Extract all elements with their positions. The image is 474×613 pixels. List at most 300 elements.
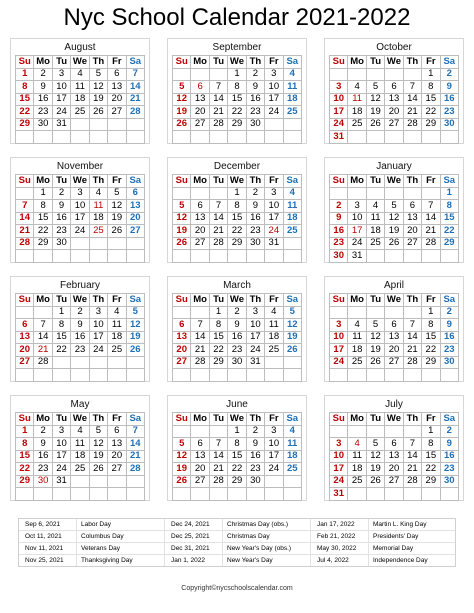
day-cell: 23	[440, 344, 458, 357]
holiday-list	[18, 518, 456, 567]
day-cell: 7	[209, 81, 227, 94]
day-header: Su	[16, 56, 34, 69]
day-header: Tu	[52, 56, 70, 69]
day-cell: 1	[440, 187, 458, 200]
day-cell	[108, 356, 126, 369]
day-cell: 7	[34, 319, 52, 332]
day-cell: 6	[191, 200, 209, 213]
day-cell	[126, 118, 144, 131]
day-cell: 26	[366, 475, 384, 488]
day-header: Th	[403, 56, 421, 69]
day-header: Mo	[348, 413, 366, 426]
month-table	[15, 55, 145, 144]
day-cell: 16	[34, 93, 52, 106]
day-cell: 11	[348, 331, 366, 344]
day-cell: 17	[330, 463, 348, 476]
day-cell: 25	[71, 463, 89, 476]
day-cell: 29	[209, 356, 227, 369]
day-cell: 3	[348, 200, 366, 213]
day-cell	[191, 369, 209, 382]
month-table	[329, 174, 459, 263]
day-cell: 23	[228, 344, 246, 357]
day-cell: 15	[422, 450, 440, 463]
day-cell: 6	[191, 438, 209, 451]
day-header: Sa	[283, 56, 301, 69]
day-cell	[366, 369, 384, 382]
day-cell: 18	[265, 331, 283, 344]
day-cell: 13	[385, 450, 403, 463]
month-january	[324, 157, 464, 263]
holiday-date: Jan 17, 2022	[311, 519, 369, 530]
holiday-row	[19, 519, 455, 531]
day-header: Fr	[108, 294, 126, 307]
day-cell: 22	[228, 463, 246, 476]
day-cell: 13	[108, 438, 126, 451]
day-cell: 22	[52, 344, 70, 357]
day-cell	[52, 250, 70, 263]
day-header: Th	[246, 56, 264, 69]
day-cell: 25	[283, 225, 301, 238]
day-header: Fr	[265, 56, 283, 69]
day-cell: 24	[246, 344, 264, 357]
day-cell: 5	[366, 438, 384, 451]
day-cell: 7	[209, 200, 227, 213]
day-cell: 2	[71, 306, 89, 319]
day-cell: 27	[385, 118, 403, 131]
day-cell: 30	[246, 475, 264, 488]
month-name: March	[223, 280, 251, 291]
day-cell	[330, 68, 348, 81]
day-cell	[440, 369, 458, 382]
day-cell: 9	[34, 438, 52, 451]
day-cell: 5	[283, 306, 301, 319]
day-cell	[283, 131, 301, 144]
day-cell: 22	[228, 225, 246, 238]
day-cell: 3	[330, 438, 348, 451]
day-cell: 16	[246, 93, 264, 106]
day-header: Th	[403, 175, 421, 188]
month-table	[329, 412, 459, 501]
day-cell: 7	[422, 200, 440, 213]
day-cell: 26	[173, 237, 191, 250]
day-cell	[209, 68, 227, 81]
day-cell: 14	[403, 331, 421, 344]
day-cell: 19	[173, 106, 191, 119]
day-cell: 2	[52, 187, 70, 200]
day-cell: 3	[265, 187, 283, 200]
day-cell: 16	[330, 225, 348, 238]
holiday-name: Labor Day	[77, 519, 165, 530]
day-cell: 5	[173, 81, 191, 94]
day-cell: 7	[126, 425, 144, 438]
day-header: Sa	[283, 175, 301, 188]
day-cell	[348, 68, 366, 81]
day-cell: 15	[228, 450, 246, 463]
day-cell: 10	[52, 81, 70, 94]
day-cell: 10	[265, 200, 283, 213]
day-cell: 3	[265, 425, 283, 438]
day-cell: 13	[403, 212, 421, 225]
day-cell: 11	[366, 212, 384, 225]
day-cell: 9	[440, 81, 458, 94]
day-cell: 29	[34, 237, 52, 250]
day-cell	[422, 369, 440, 382]
day-cell	[366, 131, 384, 144]
day-cell: 7	[403, 319, 421, 332]
day-cell: 7	[191, 319, 209, 332]
day-cell: 10	[330, 450, 348, 463]
day-header: Fr	[108, 413, 126, 426]
day-cell	[108, 250, 126, 263]
day-cell: 3	[52, 425, 70, 438]
day-cell: 10	[246, 319, 264, 332]
holiday-entry	[19, 519, 165, 530]
day-cell: 21	[422, 225, 440, 238]
month-table	[15, 293, 145, 382]
day-cell: 3	[71, 187, 89, 200]
day-cell	[191, 68, 209, 81]
day-cell	[34, 369, 52, 382]
month-table	[15, 174, 145, 263]
day-cell: 25	[265, 344, 283, 357]
day-cell: 8	[422, 438, 440, 451]
day-cell: 23	[246, 463, 264, 476]
day-cell: 28	[209, 237, 227, 250]
day-header: We	[385, 294, 403, 307]
day-cell: 23	[34, 463, 52, 476]
day-cell: 17	[52, 450, 70, 463]
holiday-date: Jan 1, 2022	[165, 555, 223, 566]
day-header: Th	[246, 413, 264, 426]
day-cell: 3	[246, 306, 264, 319]
day-cell: 15	[228, 93, 246, 106]
day-cell: 17	[52, 93, 70, 106]
day-cell: 9	[52, 200, 70, 213]
day-cell: 30	[34, 475, 52, 488]
day-cell: 29	[422, 475, 440, 488]
day-header: Th	[89, 413, 107, 426]
day-header: We	[71, 294, 89, 307]
day-cell	[366, 425, 384, 438]
day-cell: 24	[265, 106, 283, 119]
day-cell: 21	[403, 106, 421, 119]
day-cell	[366, 187, 384, 200]
day-cell: 18	[89, 212, 107, 225]
day-cell	[265, 356, 283, 369]
holiday-row	[19, 555, 455, 566]
day-cell: 21	[126, 93, 144, 106]
day-header: Mo	[191, 413, 209, 426]
day-cell: 19	[108, 212, 126, 225]
day-cell: 12	[108, 200, 126, 213]
day-cell	[330, 369, 348, 382]
day-cell: 29	[422, 118, 440, 131]
month-table	[172, 293, 302, 382]
day-cell: 24	[348, 237, 366, 250]
day-cell	[89, 369, 107, 382]
day-cell: 2	[440, 425, 458, 438]
day-cell: 13	[16, 331, 34, 344]
day-cell	[265, 488, 283, 501]
day-cell: 4	[348, 319, 366, 332]
day-cell	[71, 356, 89, 369]
day-cell: 30	[34, 118, 52, 131]
day-cell: 12	[366, 93, 384, 106]
day-cell: 27	[173, 356, 191, 369]
day-header: Tu	[366, 294, 384, 307]
day-cell: 30	[246, 237, 264, 250]
day-cell: 22	[16, 106, 34, 119]
day-header: Fr	[422, 56, 440, 69]
day-cell: 22	[422, 344, 440, 357]
month-february	[10, 276, 150, 382]
holiday-name: Columbus Day	[77, 531, 165, 542]
day-header: Sa	[440, 175, 458, 188]
day-cell: 9	[228, 319, 246, 332]
day-cell: 28	[16, 237, 34, 250]
day-cell: 20	[385, 463, 403, 476]
holiday-name: Thanksgiving Day	[77, 555, 165, 566]
day-cell: 20	[191, 106, 209, 119]
day-cell	[173, 488, 191, 501]
day-cell: 20	[173, 344, 191, 357]
day-cell: 17	[265, 450, 283, 463]
day-cell	[173, 369, 191, 382]
day-cell: 31	[265, 237, 283, 250]
day-header: Th	[403, 413, 421, 426]
day-cell: 25	[366, 237, 384, 250]
day-cell: 22	[209, 344, 227, 357]
day-cell: 12	[89, 438, 107, 451]
day-cell	[246, 131, 264, 144]
day-cell: 4	[265, 306, 283, 319]
day-cell	[385, 131, 403, 144]
day-cell: 10	[52, 438, 70, 451]
day-cell: 12	[173, 93, 191, 106]
day-cell: 18	[71, 93, 89, 106]
day-cell	[209, 488, 227, 501]
day-cell: 16	[246, 450, 264, 463]
day-cell: 19	[366, 106, 384, 119]
day-cell: 19	[385, 225, 403, 238]
day-cell: 16	[440, 450, 458, 463]
month-june	[167, 395, 307, 501]
day-cell	[403, 369, 421, 382]
day-cell: 8	[209, 319, 227, 332]
day-cell: 14	[16, 212, 34, 225]
day-cell: 11	[108, 319, 126, 332]
holiday-name: New Year's Day (obs.)	[223, 543, 311, 554]
day-cell: 29	[228, 118, 246, 131]
day-cell: 30	[440, 356, 458, 369]
day-cell: 18	[283, 93, 301, 106]
month-march	[167, 276, 307, 382]
day-cell	[348, 131, 366, 144]
day-header: Tu	[209, 56, 227, 69]
holiday-name: Presidents' Day	[373, 533, 419, 540]
day-header: Su	[16, 175, 34, 188]
day-cell: 25	[348, 356, 366, 369]
day-cell	[108, 131, 126, 144]
day-cell: 21	[403, 463, 421, 476]
day-cell	[366, 250, 384, 263]
day-cell: 16	[71, 331, 89, 344]
day-cell	[385, 369, 403, 382]
day-cell: 26	[173, 475, 191, 488]
day-cell: 2	[246, 68, 264, 81]
day-header: Fr	[265, 175, 283, 188]
day-cell: 28	[403, 118, 421, 131]
day-header: Su	[330, 175, 348, 188]
day-header: Tu	[209, 413, 227, 426]
day-cell	[52, 369, 70, 382]
holiday-entry	[311, 543, 457, 554]
day-header: Sa	[440, 56, 458, 69]
holiday-name: Christmas Day	[223, 531, 311, 542]
holiday-entry	[19, 555, 165, 566]
day-header: We	[71, 175, 89, 188]
day-cell	[71, 488, 89, 501]
holiday-row	[19, 531, 455, 543]
day-cell: 29	[16, 475, 34, 488]
day-cell: 13	[191, 450, 209, 463]
day-header: Fr	[422, 175, 440, 188]
day-cell: 23	[52, 225, 70, 238]
day-cell: 14	[209, 93, 227, 106]
day-cell: 4	[348, 81, 366, 94]
day-cell: 10	[89, 319, 107, 332]
day-cell: 1	[228, 68, 246, 81]
day-cell: 3	[52, 68, 70, 81]
day-cell: 18	[348, 463, 366, 476]
holiday-date: Dec 31, 2021	[165, 543, 223, 554]
day-cell	[34, 488, 52, 501]
day-cell: 18	[283, 450, 301, 463]
holiday-name: New Year's Day	[223, 555, 311, 566]
day-cell: 7	[209, 438, 227, 451]
day-cell	[385, 425, 403, 438]
day-cell: 6	[16, 319, 34, 332]
day-header: We	[228, 175, 246, 188]
page-title: Nyc School Calendar 2021-2022	[63, 4, 411, 31]
day-cell: 19	[366, 344, 384, 357]
day-cell: 11	[348, 93, 366, 106]
day-cell	[228, 369, 246, 382]
day-cell	[71, 237, 89, 250]
day-cell: 20	[126, 212, 144, 225]
day-cell: 11	[283, 438, 301, 451]
day-cell: 24	[89, 344, 107, 357]
day-cell: 21	[209, 106, 227, 119]
day-cell	[89, 250, 107, 263]
day-header: Su	[330, 56, 348, 69]
month-name: October	[376, 42, 412, 53]
month-name: February	[59, 280, 100, 291]
day-cell: 10	[265, 81, 283, 94]
day-cell: 14	[422, 212, 440, 225]
day-cell: 26	[108, 225, 126, 238]
holiday-entry	[311, 531, 457, 542]
day-cell: 5	[385, 200, 403, 213]
day-cell: 1	[228, 425, 246, 438]
day-cell: 31	[330, 131, 348, 144]
day-cell	[330, 187, 348, 200]
day-cell: 9	[246, 200, 264, 213]
day-cell	[422, 187, 440, 200]
day-cell	[403, 488, 421, 501]
day-cell: 5	[366, 81, 384, 94]
day-cell: 6	[385, 81, 403, 94]
holiday-name: Christmas Day (obs.)	[223, 519, 311, 530]
day-cell	[173, 131, 191, 144]
day-cell	[16, 131, 34, 144]
day-cell: 6	[126, 187, 144, 200]
day-cell	[228, 131, 246, 144]
day-cell: 28	[403, 356, 421, 369]
day-cell: 21	[191, 344, 209, 357]
day-cell: 8	[16, 438, 34, 451]
day-cell: 22	[422, 463, 440, 476]
day-cell: 29	[228, 475, 246, 488]
day-cell: 1	[422, 425, 440, 438]
day-cell: 28	[34, 356, 52, 369]
day-cell: 25	[348, 118, 366, 131]
day-cell: 4	[108, 306, 126, 319]
day-cell	[385, 250, 403, 263]
day-header: Fr	[422, 294, 440, 307]
day-cell: 1	[422, 68, 440, 81]
day-cell: 1	[228, 187, 246, 200]
day-header: Mo	[34, 175, 52, 188]
day-cell	[366, 488, 384, 501]
day-cell: 14	[403, 450, 421, 463]
holiday-date: May 30, 2022	[311, 543, 369, 554]
day-cell: 2	[246, 425, 264, 438]
day-cell	[173, 187, 191, 200]
day-cell	[108, 475, 126, 488]
day-cell: 26	[366, 356, 384, 369]
day-cell: 1	[34, 187, 52, 200]
day-cell: 10	[265, 438, 283, 451]
day-cell	[385, 187, 403, 200]
day-cell	[385, 306, 403, 319]
day-cell	[173, 425, 191, 438]
day-cell: 12	[126, 319, 144, 332]
day-cell	[283, 475, 301, 488]
day-cell	[52, 356, 70, 369]
month-name: June	[226, 399, 248, 410]
day-cell: 1	[16, 425, 34, 438]
day-cell: 2	[34, 425, 52, 438]
day-cell: 20	[108, 450, 126, 463]
day-cell: 5	[173, 438, 191, 451]
day-header: Th	[89, 294, 107, 307]
day-cell	[71, 369, 89, 382]
day-header: Sa	[126, 294, 144, 307]
day-cell: 6	[108, 425, 126, 438]
day-cell	[191, 250, 209, 263]
day-cell	[366, 68, 384, 81]
day-cell	[209, 187, 227, 200]
day-cell: 12	[173, 212, 191, 225]
day-header: We	[228, 56, 246, 69]
day-cell: 30	[246, 118, 264, 131]
day-header: Th	[246, 294, 264, 307]
day-cell: 17	[330, 344, 348, 357]
day-cell: 21	[126, 450, 144, 463]
day-cell: 17	[265, 93, 283, 106]
day-cell	[191, 425, 209, 438]
